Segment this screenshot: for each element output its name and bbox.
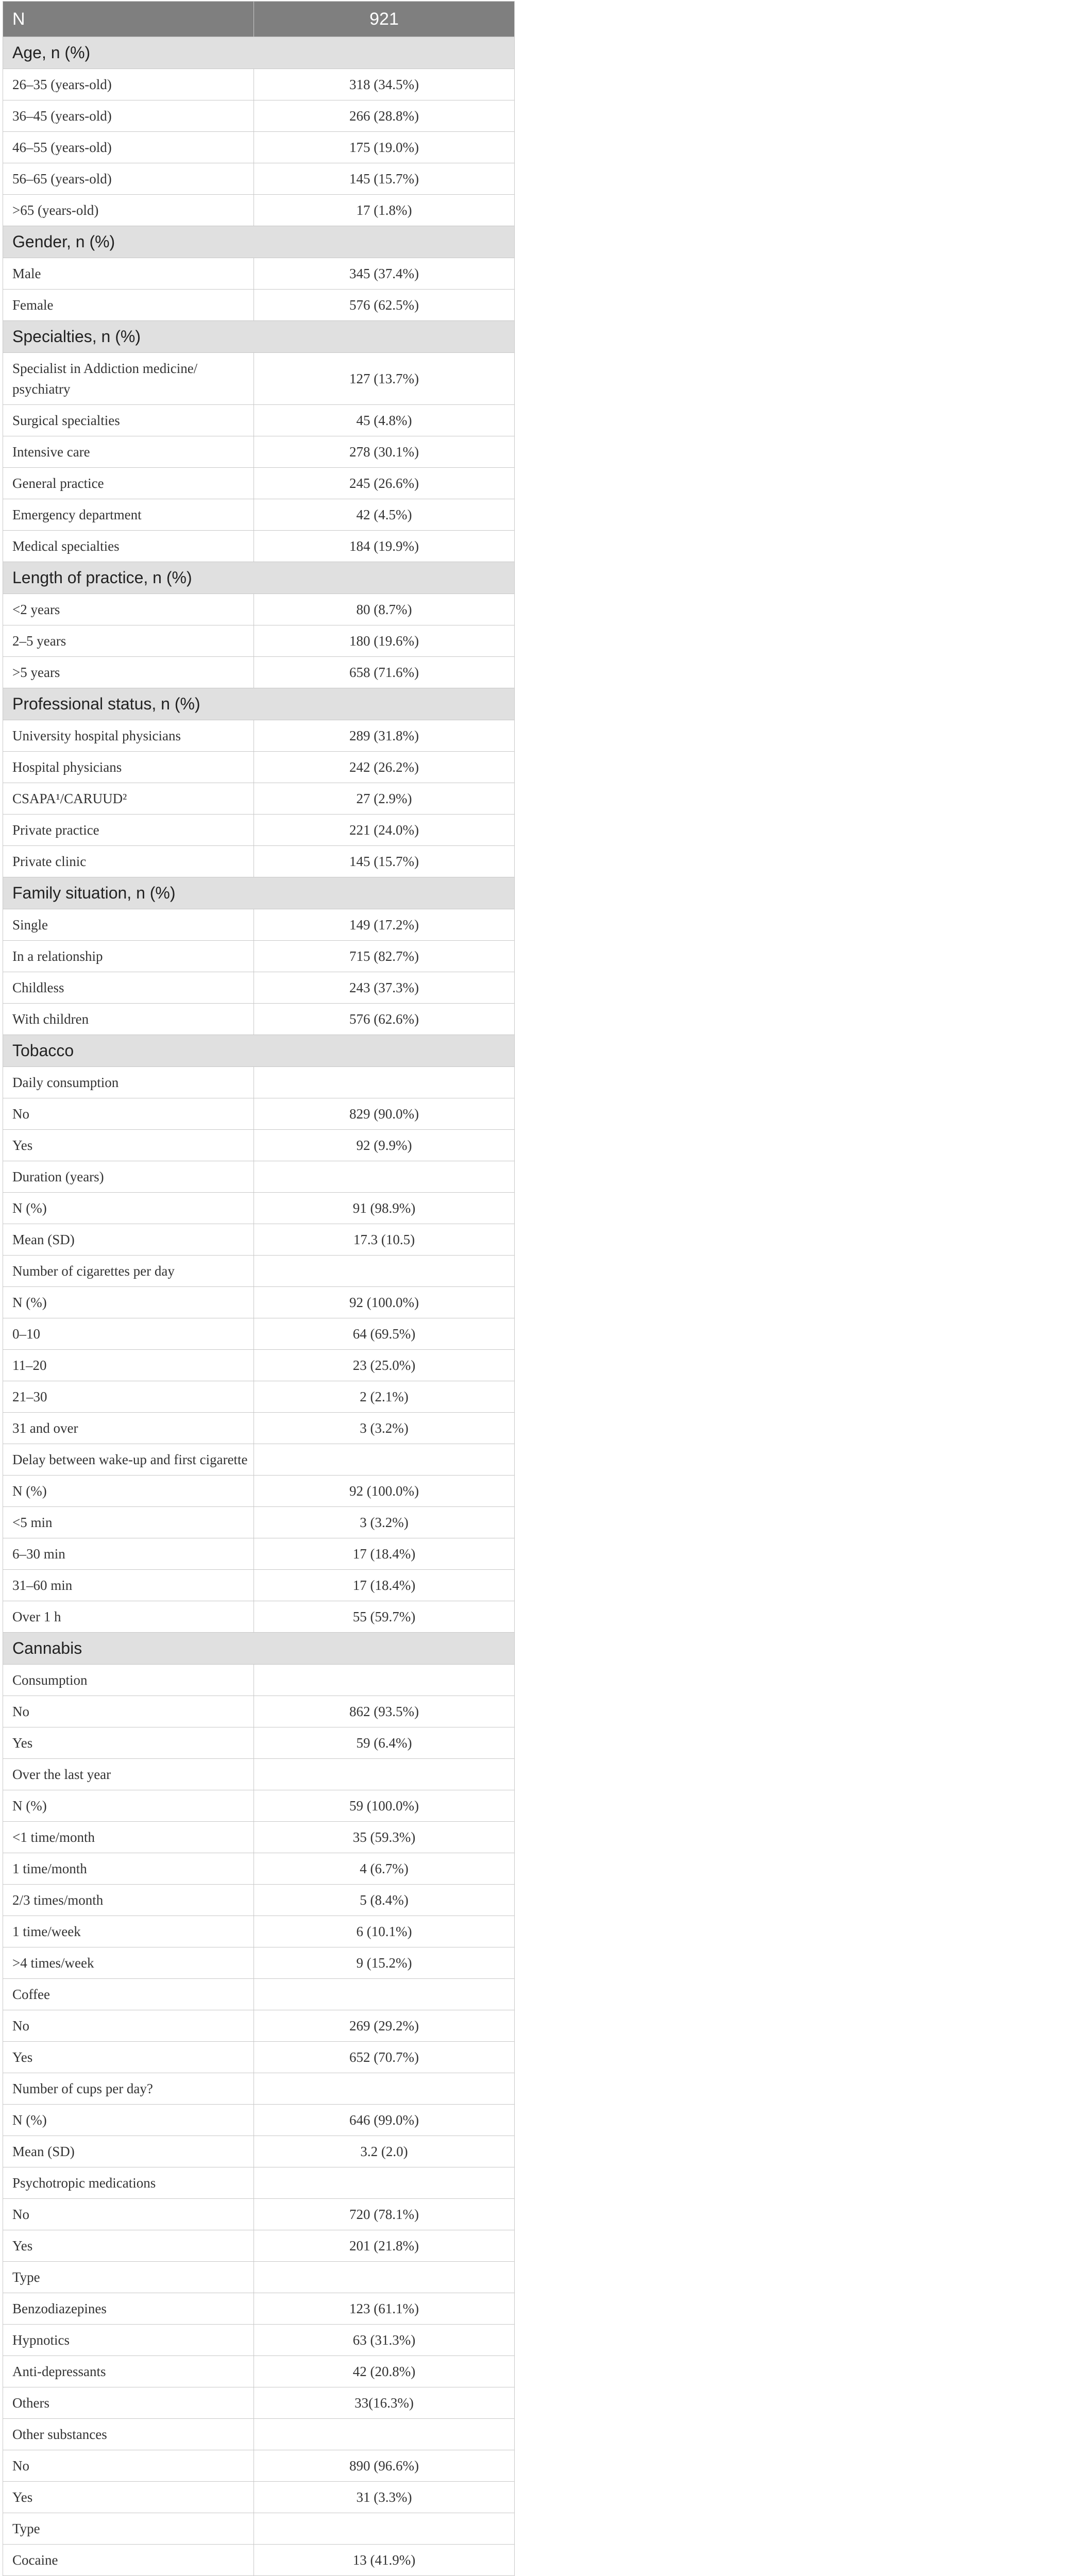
row-label: 26–35 (years-old)	[3, 69, 254, 100]
row-label: Cocaine	[3, 2545, 254, 2576]
row-value: 289 (31.8%)	[254, 720, 515, 752]
row-value	[254, 2073, 515, 2105]
row-label: <2 years	[3, 594, 254, 625]
table-row	[3, 2482, 515, 2513]
table-row	[3, 499, 515, 531]
row-label: Others	[3, 2387, 254, 2419]
table-row	[3, 2230, 515, 2262]
section-title: Cannabis	[3, 1633, 515, 1665]
table-row	[3, 1130, 515, 1161]
row-label: With children	[3, 1004, 254, 1035]
table-row	[3, 1538, 515, 1570]
table-row	[3, 2356, 515, 2387]
row-value: 266 (28.8%)	[254, 100, 515, 132]
row-value: 149 (17.2%)	[254, 909, 515, 941]
row-label: <1 time/month	[3, 1822, 254, 1853]
table-row	[3, 1885, 515, 1916]
table-row	[3, 69, 515, 100]
table-row	[3, 163, 515, 195]
row-value: 63 (31.3%)	[254, 2325, 515, 2356]
table-row	[3, 657, 515, 688]
row-value: 4 (6.7%)	[254, 1853, 515, 1885]
row-value: 91 (98.9%)	[254, 1193, 515, 1224]
subheading-row	[3, 2073, 515, 2105]
subheading-label: Other substances	[3, 2419, 254, 2450]
table-row	[3, 594, 515, 625]
row-label: <5 min	[3, 1507, 254, 1538]
row-value: 35 (59.3%)	[254, 1822, 515, 1853]
section-header-row	[3, 877, 515, 909]
table-row	[3, 1570, 515, 1601]
row-value	[254, 1444, 515, 1476]
row-value: 31 (3.3%)	[254, 2482, 515, 2513]
row-value: 17 (1.8%)	[254, 195, 515, 226]
row-label: 56–65 (years-old)	[3, 163, 254, 195]
table-row	[3, 720, 515, 752]
row-label: Yes	[3, 1727, 254, 1759]
subheading-label: Number of cigarettes per day	[3, 1256, 254, 1287]
row-label: >5 years	[3, 657, 254, 688]
row-value: 17.3 (10.5)	[254, 1224, 515, 1256]
table-row	[3, 1224, 515, 1256]
section-title: Length of practice, n (%)	[3, 562, 515, 594]
row-value: 278 (30.1%)	[254, 436, 515, 468]
row-label: N (%)	[3, 1193, 254, 1224]
row-value: 175 (19.0%)	[254, 132, 515, 163]
subheading-label: Over the last year	[3, 1759, 254, 1790]
table-row	[3, 1098, 515, 1130]
row-value: 80 (8.7%)	[254, 594, 515, 625]
table-row	[3, 1507, 515, 1538]
subheading-label: Psychotropic medications	[3, 2167, 254, 2199]
table-row	[3, 1413, 515, 1444]
subheading-row	[3, 1161, 515, 1193]
row-label: No	[3, 2450, 254, 2482]
row-label: 6–30 min	[3, 1538, 254, 1570]
row-value: 221 (24.0%)	[254, 815, 515, 846]
subheading-label: Delay between wake-up and first cigarette	[3, 1444, 254, 1476]
row-label: Private practice	[3, 815, 254, 846]
table-row	[3, 1350, 515, 1381]
section-header-row	[3, 1633, 515, 1665]
row-label: General practice	[3, 468, 254, 499]
row-label: In a relationship	[3, 941, 254, 972]
row-label: 0–10	[3, 1318, 254, 1350]
row-label: >4 times/week	[3, 1947, 254, 1979]
row-label: Private clinic	[3, 846, 254, 877]
row-value: 243 (37.3%)	[254, 972, 515, 1004]
row-value: 9 (15.2%)	[254, 1947, 515, 1979]
table-row	[3, 1696, 515, 1727]
table-body	[3, 2, 515, 2576]
subheading-row	[3, 1665, 515, 1696]
row-value: 23 (25.0%)	[254, 1350, 515, 1381]
table-row	[3, 1790, 515, 1822]
table-row	[3, 290, 515, 321]
section-title: Specialties, n (%)	[3, 321, 515, 353]
table-row	[3, 2387, 515, 2419]
subheading-label: Daily consumption	[3, 1067, 254, 1098]
row-label: 2/3 times/month	[3, 1885, 254, 1916]
row-value: 55 (59.7%)	[254, 1601, 515, 1633]
header-label: N	[3, 2, 254, 37]
row-label: 31 and over	[3, 1413, 254, 1444]
row-value: 45 (4.8%)	[254, 405, 515, 436]
row-value: 576 (62.5%)	[254, 290, 515, 321]
table-row	[3, 2136, 515, 2167]
row-label: Emergency department	[3, 499, 254, 531]
subheading-row	[3, 1444, 515, 1476]
section-title: Professional status, n (%)	[3, 688, 515, 720]
row-value	[254, 1665, 515, 1696]
table-row	[3, 1727, 515, 1759]
table-row	[3, 353, 515, 405]
row-value: 59 (100.0%)	[254, 1790, 515, 1822]
subheading-label: Type	[3, 2262, 254, 2293]
table-row	[3, 2042, 515, 2073]
row-label: Over 1 h	[3, 1601, 254, 1633]
row-label: Mean (SD)	[3, 1224, 254, 1256]
row-value: 576 (62.6%)	[254, 1004, 515, 1035]
table-row	[3, 941, 515, 972]
row-label: N (%)	[3, 2105, 254, 2136]
row-value: 5 (8.4%)	[254, 1885, 515, 1916]
row-value	[254, 1759, 515, 1790]
row-value: 13 (41.9%)	[254, 2545, 515, 2576]
table-row	[3, 783, 515, 815]
row-value: 2 (2.1%)	[254, 1381, 515, 1413]
row-label: 46–55 (years-old)	[3, 132, 254, 163]
table-row	[3, 1853, 515, 1885]
subheading-row	[3, 1256, 515, 1287]
row-label: Anti-depressants	[3, 2356, 254, 2387]
subheading-label: Coffee	[3, 1979, 254, 2010]
table-row	[3, 2010, 515, 2042]
row-label: 21–30	[3, 1381, 254, 1413]
row-value: 145 (15.7%)	[254, 163, 515, 195]
table-row	[3, 1193, 515, 1224]
row-value: 345 (37.4%)	[254, 258, 515, 290]
row-label: Female	[3, 290, 254, 321]
table-row	[3, 100, 515, 132]
row-value: 123 (61.1%)	[254, 2293, 515, 2325]
row-label: Yes	[3, 1130, 254, 1161]
row-value	[254, 2167, 515, 2199]
table-row	[3, 752, 515, 783]
table-row	[3, 1004, 515, 1035]
row-label: 1 time/month	[3, 1853, 254, 1885]
row-value: 17 (18.4%)	[254, 1538, 515, 1570]
row-value: 269 (29.2%)	[254, 2010, 515, 2042]
table-row	[3, 1476, 515, 1507]
section-header-row	[3, 226, 515, 258]
row-value	[254, 1067, 515, 1098]
subheading-row	[3, 1067, 515, 1098]
row-label: 31–60 min	[3, 1570, 254, 1601]
row-value: 17 (18.4%)	[254, 1570, 515, 1601]
row-value: 180 (19.6%)	[254, 625, 515, 657]
row-value: 242 (26.2%)	[254, 752, 515, 783]
row-value: 127 (13.7%)	[254, 353, 515, 405]
row-value	[254, 2419, 515, 2450]
header-value: 921	[254, 2, 515, 37]
row-label: Benzodiazepines	[3, 2293, 254, 2325]
table-row	[3, 1381, 515, 1413]
section-header-row	[3, 37, 515, 69]
row-value: 890 (96.6%)	[254, 2450, 515, 2482]
row-label: Childless	[3, 972, 254, 1004]
table-row	[3, 195, 515, 226]
row-value: 3 (3.2%)	[254, 1413, 515, 1444]
row-value: 652 (70.7%)	[254, 2042, 515, 2073]
row-label: N (%)	[3, 1790, 254, 1822]
row-value: 715 (82.7%)	[254, 941, 515, 972]
row-label: CSAPA¹/CARUUD²	[3, 783, 254, 815]
table-row	[3, 2199, 515, 2230]
table-row	[3, 2105, 515, 2136]
row-label: 2–5 years	[3, 625, 254, 657]
table-row	[3, 1287, 515, 1318]
section-title: Age, n (%)	[3, 37, 515, 69]
table-row	[3, 1916, 515, 1947]
table-row	[3, 468, 515, 499]
section-header-row	[3, 688, 515, 720]
row-value: 92 (9.9%)	[254, 1130, 515, 1161]
subheading-row	[3, 2167, 515, 2199]
table-row	[3, 2545, 515, 2576]
row-value: 318 (34.5%)	[254, 69, 515, 100]
row-label: Mean (SD)	[3, 2136, 254, 2167]
table-row	[3, 531, 515, 562]
row-label: Medical specialties	[3, 531, 254, 562]
table-row	[3, 1318, 515, 1350]
table-row	[3, 405, 515, 436]
subheading-label: Duration (years)	[3, 1161, 254, 1193]
row-value: 92 (100.0%)	[254, 1287, 515, 1318]
row-label: Hypnotics	[3, 2325, 254, 2356]
row-value	[254, 2262, 515, 2293]
section-title: Gender, n (%)	[3, 226, 515, 258]
row-label: University hospital physicians	[3, 720, 254, 752]
demographics-table	[3, 1, 515, 2576]
row-label: Male	[3, 258, 254, 290]
table-row	[3, 815, 515, 846]
row-value: 862 (93.5%)	[254, 1696, 515, 1727]
row-value: 59 (6.4%)	[254, 1727, 515, 1759]
row-value: 27 (2.9%)	[254, 783, 515, 815]
section-title: Tobacco	[3, 1035, 515, 1067]
table-row	[3, 972, 515, 1004]
table-row	[3, 258, 515, 290]
row-label: Surgical specialties	[3, 405, 254, 436]
row-value: 33(16.3%)	[254, 2387, 515, 2419]
section-header-row	[3, 562, 515, 594]
subheading-row	[3, 1979, 515, 2010]
row-label: N (%)	[3, 1287, 254, 1318]
row-label: Single	[3, 909, 254, 941]
row-label: No	[3, 2199, 254, 2230]
row-label: >65 (years-old)	[3, 195, 254, 226]
row-label: 11–20	[3, 1350, 254, 1381]
row-value: 145 (15.7%)	[254, 846, 515, 877]
row-label: Specialist in Addiction medicine/ psychiatry	[3, 353, 254, 405]
row-value: 245 (26.6%)	[254, 468, 515, 499]
row-label: Intensive care	[3, 436, 254, 468]
subheading-label: Consumption	[3, 1665, 254, 1696]
row-value: 64 (69.5%)	[254, 1318, 515, 1350]
table-row	[3, 132, 515, 163]
row-label: Yes	[3, 2482, 254, 2513]
section-title: Family situation, n (%)	[3, 877, 515, 909]
table-header-row	[3, 2, 515, 37]
row-label: Yes	[3, 2230, 254, 2262]
row-value: 3.2 (2.0)	[254, 2136, 515, 2167]
subheading-row	[3, 2262, 515, 2293]
row-label: Yes	[3, 2042, 254, 2073]
row-value: 92 (100.0%)	[254, 1476, 515, 1507]
row-value: 42 (20.8%)	[254, 2356, 515, 2387]
subheading-row	[3, 2513, 515, 2545]
table-row	[3, 2325, 515, 2356]
row-label: 36–45 (years-old)	[3, 100, 254, 132]
table-row	[3, 2450, 515, 2482]
table-row	[3, 909, 515, 941]
subheading-label: Number of cups per day?	[3, 2073, 254, 2105]
row-value: 3 (3.2%)	[254, 1507, 515, 1538]
row-value: 658 (71.6%)	[254, 657, 515, 688]
table-row	[3, 1822, 515, 1853]
table-row	[3, 436, 515, 468]
table-row	[3, 1947, 515, 1979]
row-value: 6 (10.1%)	[254, 1916, 515, 1947]
table-row	[3, 1601, 515, 1633]
row-label: No	[3, 1098, 254, 1130]
row-value: 829 (90.0%)	[254, 1098, 515, 1130]
row-value	[254, 1256, 515, 1287]
section-header-row	[3, 321, 515, 353]
row-value: 646 (99.0%)	[254, 2105, 515, 2136]
subheading-row	[3, 1759, 515, 1790]
subheading-row	[3, 2419, 515, 2450]
table-row	[3, 625, 515, 657]
table-row	[3, 2293, 515, 2325]
row-label: 1 time/week	[3, 1916, 254, 1947]
row-label: Hospital physicians	[3, 752, 254, 783]
table-row	[3, 846, 515, 877]
row-value: 720 (78.1%)	[254, 2199, 515, 2230]
row-value	[254, 2513, 515, 2545]
row-value	[254, 1979, 515, 2010]
subheading-label: Type	[3, 2513, 254, 2545]
row-value	[254, 1161, 515, 1193]
row-value: 42 (4.5%)	[254, 499, 515, 531]
row-label: N (%)	[3, 1476, 254, 1507]
row-value: 201 (21.8%)	[254, 2230, 515, 2262]
row-label: No	[3, 2010, 254, 2042]
row-value: 184 (19.9%)	[254, 531, 515, 562]
row-label: No	[3, 1696, 254, 1727]
section-header-row	[3, 1035, 515, 1067]
